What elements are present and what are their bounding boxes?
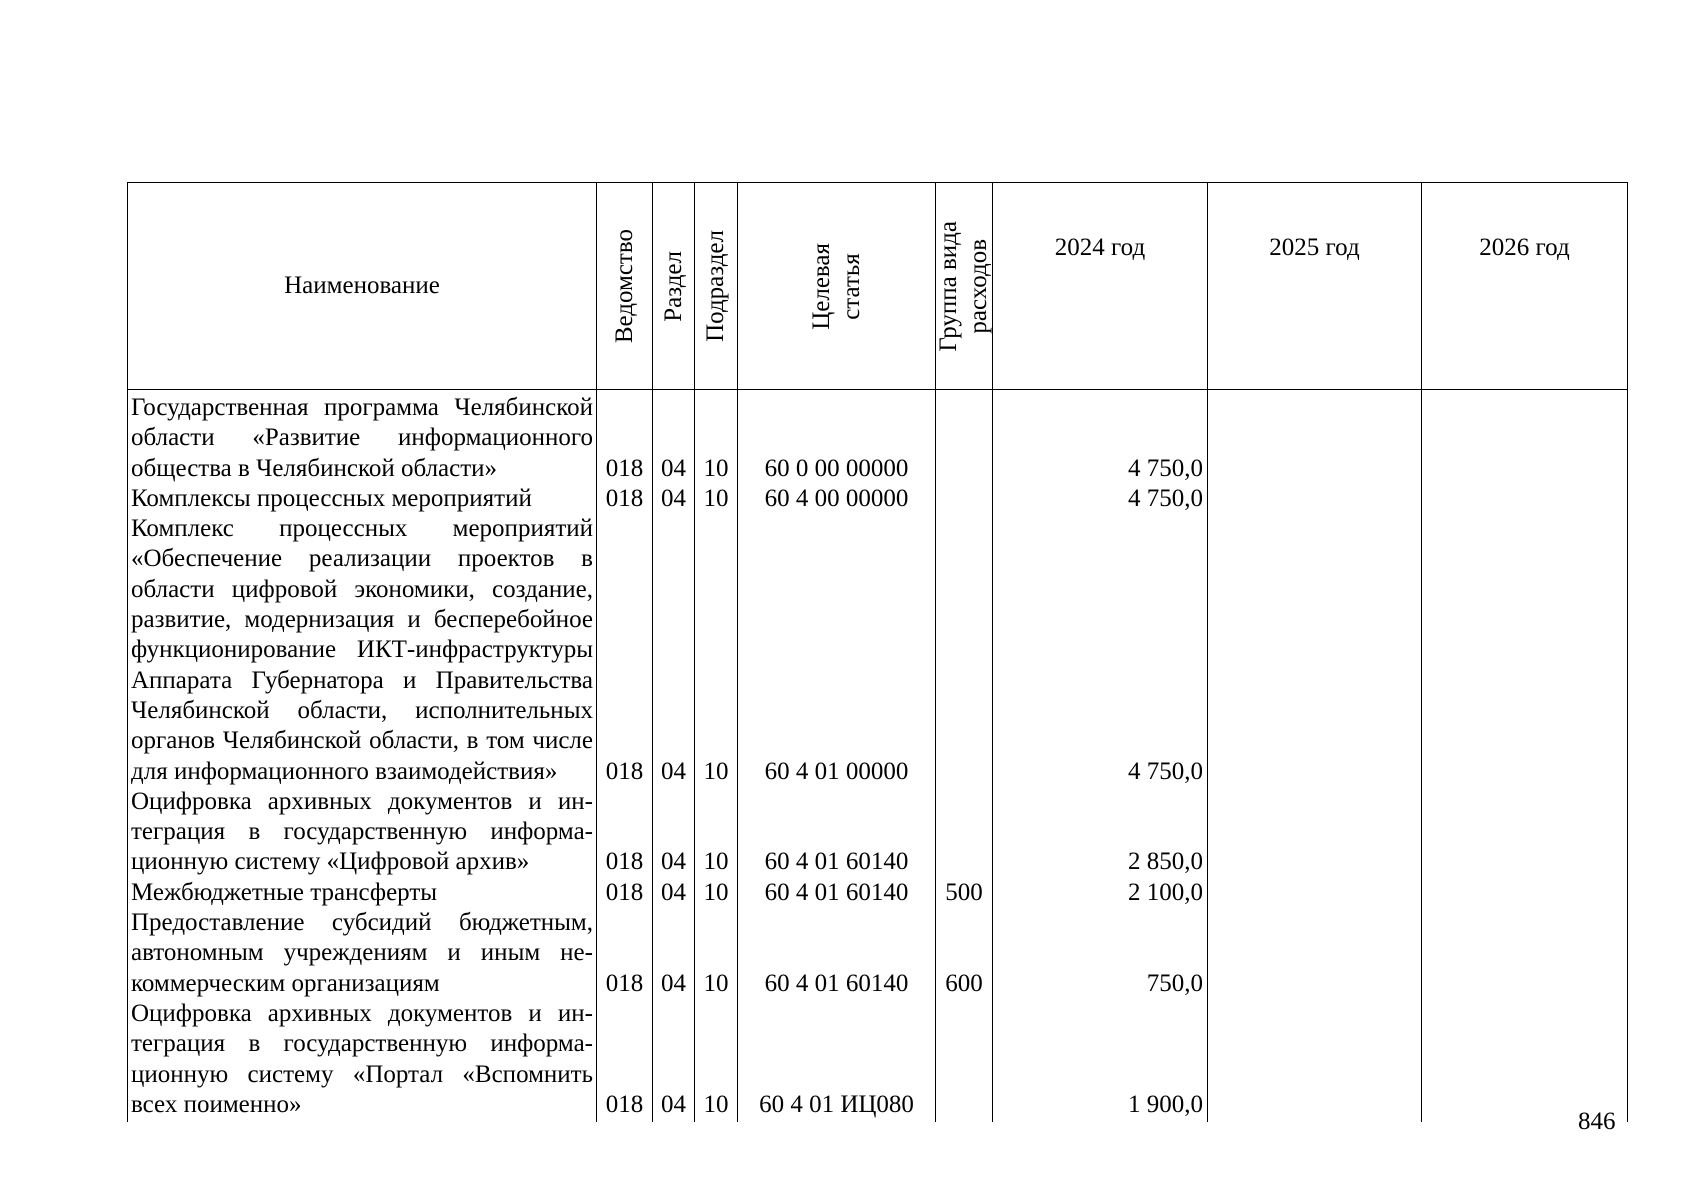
row-section: 04 bbox=[653, 878, 695, 908]
row-department: 018 bbox=[597, 908, 653, 999]
row-target-article: 60 4 01 60140 bbox=[738, 878, 936, 908]
header-department-label: Ведомство bbox=[610, 228, 638, 344]
row-amount-2024: 2 100,0 bbox=[993, 878, 1208, 908]
header-expense-group-label bbox=[934, 221, 994, 352]
header-section bbox=[653, 183, 695, 390]
row-subsection: 10 bbox=[695, 514, 738, 787]
table-row bbox=[128, 787, 1628, 878]
row-department: 018 bbox=[597, 999, 653, 1122]
row-name: Государственная программа Челябинской области «Развитие информационного общества в Челябинской области» bbox=[128, 390, 597, 484]
header-expense-group-line2: расходов bbox=[965, 238, 992, 334]
row-subsection: 10 bbox=[695, 787, 738, 878]
row-name: Межбюджетные трансферты bbox=[128, 878, 597, 908]
row-amount-2025 bbox=[1208, 787, 1422, 878]
row-amount-2024: 4 750,0 bbox=[993, 484, 1208, 514]
row-amount-2026 bbox=[1422, 484, 1628, 514]
header-year-2025-label: 2025 год bbox=[1269, 234, 1360, 261]
row-amount-2025 bbox=[1208, 390, 1422, 484]
table-header-row bbox=[128, 183, 1628, 390]
table-row bbox=[128, 878, 1628, 908]
row-department: 018 bbox=[597, 787, 653, 878]
header-year-2024 bbox=[993, 183, 1208, 390]
row-department: 018 bbox=[597, 514, 653, 787]
row-target-article: 60 4 01 ИЦ080 bbox=[738, 999, 936, 1122]
row-target-article: 60 0 00 00000 bbox=[738, 390, 936, 484]
row-amount-2026 bbox=[1422, 514, 1628, 787]
row-name: Комплекс процессных мероприятий «Обеспечение реализации проектов в области цифровой экономики, создание, развитие, модернизация и бесперебойное функционирование ИКТ-инфраструктуры Аппарата Губернатора и Правительства Челябинской области, исполнительных органов Челябинской области, в том числе для информационного взаимодействия» bbox=[128, 514, 597, 787]
table-row bbox=[128, 484, 1628, 514]
row-section: 04 bbox=[653, 514, 695, 787]
table-row bbox=[128, 514, 1628, 787]
row-expense-group bbox=[936, 514, 993, 787]
page-number: 846 bbox=[1578, 1108, 1616, 1135]
row-section: 04 bbox=[653, 484, 695, 514]
table-row bbox=[128, 390, 1628, 484]
row-subsection: 10 bbox=[695, 908, 738, 999]
header-section-label: Раздел bbox=[659, 250, 687, 322]
row-expense-group: 500 bbox=[936, 878, 993, 908]
header-target-article-line1: Целевая bbox=[807, 242, 835, 330]
row-amount-2026 bbox=[1422, 787, 1628, 878]
row-section: 04 bbox=[653, 908, 695, 999]
row-amount-2026 bbox=[1422, 878, 1628, 908]
header-target-article bbox=[738, 183, 936, 390]
row-amount-2024: 4 750,0 bbox=[993, 390, 1208, 484]
row-amount-2024: 2 850,0 bbox=[993, 787, 1208, 878]
row-amount-2026 bbox=[1422, 908, 1628, 999]
budget-table bbox=[127, 182, 1628, 1122]
row-expense-group bbox=[936, 787, 993, 878]
table-row bbox=[128, 908, 1628, 999]
header-target-article-label bbox=[807, 243, 867, 330]
row-amount-2025 bbox=[1208, 999, 1422, 1122]
row-expense-group bbox=[936, 999, 993, 1122]
header-year-2026-label: 2026 год bbox=[1479, 234, 1570, 261]
header-subsection bbox=[695, 183, 738, 390]
row-target-article: 60 4 01 00000 bbox=[738, 514, 936, 787]
row-department: 018 bbox=[597, 390, 653, 484]
row-target-article: 60 4 01 60140 bbox=[738, 787, 936, 878]
header-year-2024-label: 2024 год bbox=[1054, 234, 1146, 261]
row-name: Оцифровка архивных документов и интеграция в государственную информационную систему «Цифровой архив» bbox=[128, 787, 597, 878]
header-subsection-label: Подраздел bbox=[702, 230, 729, 342]
header-year-2025 bbox=[1208, 183, 1422, 390]
row-amount-2026 bbox=[1422, 999, 1628, 1122]
header-target-article-line2: статья bbox=[837, 252, 865, 320]
row-name: Комплексы процессных мероприятий bbox=[128, 484, 597, 514]
row-section: 04 bbox=[653, 787, 695, 878]
row-department: 018 bbox=[597, 878, 653, 908]
row-amount-2026 bbox=[1422, 390, 1628, 484]
row-amount-2024: 1 900,0 bbox=[993, 999, 1208, 1122]
header-expense-group-line1: Группа вида bbox=[935, 220, 962, 352]
row-amount-2025 bbox=[1208, 878, 1422, 908]
row-section: 04 bbox=[653, 999, 695, 1122]
header-department bbox=[597, 183, 653, 390]
row-subsection: 10 bbox=[695, 484, 738, 514]
row-target-article: 60 4 01 60140 bbox=[738, 908, 936, 999]
table-row bbox=[128, 999, 1628, 1122]
row-subsection: 10 bbox=[695, 999, 738, 1122]
header-name-label: Наименование bbox=[284, 271, 440, 299]
row-target-article: 60 4 00 00000 bbox=[738, 484, 936, 514]
row-amount-2025 bbox=[1208, 908, 1422, 999]
row-name: Оцифровка архивных документов и интеграция в государственную информационную систему «Портал «Вспомнить всех поименно» bbox=[128, 999, 597, 1122]
header-year-2026 bbox=[1422, 183, 1628, 390]
row-expense-group bbox=[936, 484, 993, 514]
row-subsection: 10 bbox=[695, 878, 738, 908]
row-amount-2024: 4 750,0 bbox=[993, 514, 1208, 787]
row-expense-group: 600 bbox=[936, 908, 993, 999]
row-amount-2025 bbox=[1208, 484, 1422, 514]
row-amount-2025 bbox=[1208, 514, 1422, 787]
row-subsection: 10 bbox=[695, 390, 738, 484]
header-name bbox=[128, 183, 597, 390]
row-name: Предоставление субсидий бюджетным, автономным учреждениям и иным некоммерческим организациям bbox=[128, 908, 597, 999]
row-section: 04 bbox=[653, 390, 695, 484]
row-department: 018 bbox=[597, 484, 653, 514]
row-expense-group bbox=[936, 390, 993, 484]
row-amount-2024: 750,0 bbox=[993, 908, 1208, 999]
header-expense-group bbox=[936, 183, 993, 390]
